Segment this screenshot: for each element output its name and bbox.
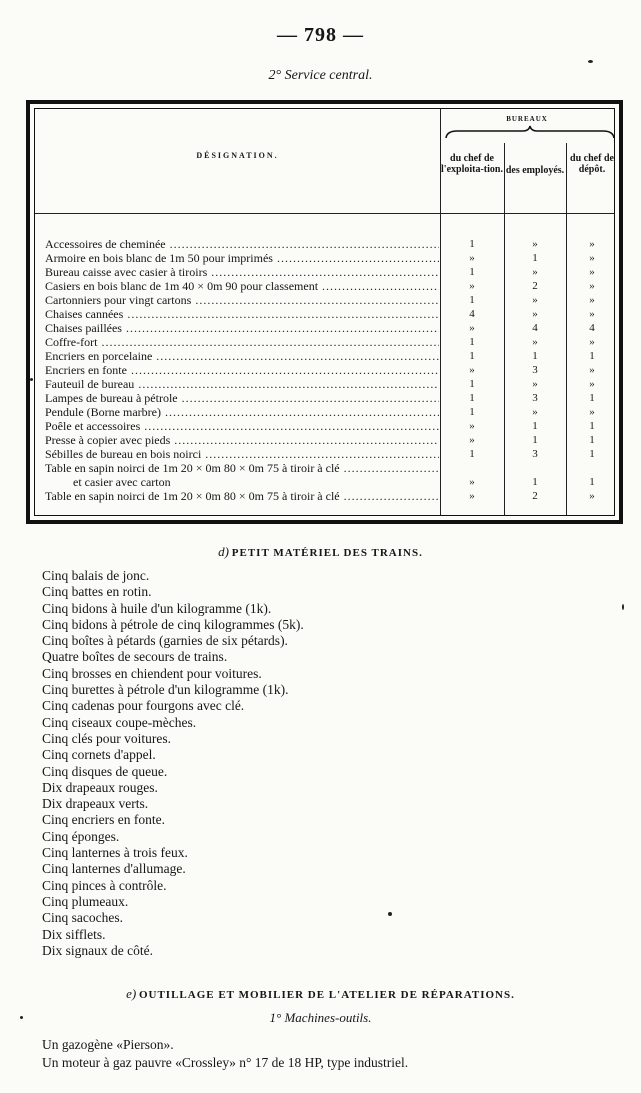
row-designation: Chaises cannées ..... bbox=[45, 307, 439, 321]
bureaux-group-header: BUREAUX bbox=[506, 115, 548, 123]
list-item: Dix sifflets. bbox=[42, 926, 106, 942]
section-letter: e) bbox=[126, 986, 137, 1001]
machine-item: Un moteur à gaz pauvre «Crossley» n° 17 de 18 HP, type industriel. bbox=[42, 1055, 409, 1070]
row-value-col2: » bbox=[532, 238, 538, 250]
row-value-col2: » bbox=[532, 308, 538, 320]
table-row bbox=[35, 349, 614, 363]
row-value-col1: 1 bbox=[469, 336, 475, 348]
list-item: Cinq brosses en chiendent pour voitures. bbox=[42, 665, 262, 681]
table-row bbox=[35, 251, 614, 265]
row-designation: Table en sapin noirci de 1m 20 × 0m 80 × 0m 75 à tiroir à clé ..... bbox=[45, 461, 439, 475]
row-designation: Encriers en porcelaine ..... bbox=[45, 349, 439, 363]
row-designation: Cartonniers pour vingt cartons ..... bbox=[45, 293, 439, 307]
list-item: Cinq éponges. bbox=[42, 828, 120, 844]
row-value-col1: 1 bbox=[469, 266, 475, 278]
machines-outils-heading: 1° Machines-outils. bbox=[269, 1010, 372, 1025]
list-item: Cinq clés pour voitures. bbox=[42, 730, 171, 746]
row-value-col3: » bbox=[589, 252, 595, 264]
row-value-col3: » bbox=[589, 266, 595, 278]
list-item: Cinq bidons à pétrole de cinq kilogrammes (5k). bbox=[42, 616, 304, 632]
row-value-col2: » bbox=[532, 378, 538, 390]
row-value-col3: » bbox=[589, 336, 595, 348]
row-value-col1: » bbox=[469, 420, 475, 432]
list-item: Cinq cadenas pour fourgons avec clé. bbox=[42, 698, 245, 714]
row-value-col3: 1 bbox=[589, 434, 595, 446]
row-designation: Presse à copier avec pieds ..... bbox=[45, 433, 439, 447]
table-row bbox=[35, 461, 614, 475]
outillage-heading bbox=[0, 986, 641, 1002]
row-designation: Chaises paillées ..... bbox=[45, 321, 439, 335]
row-designation: et casier avec carton bbox=[73, 475, 171, 489]
list-item: Cinq disques de queue. bbox=[42, 763, 168, 779]
section-letter: d) bbox=[218, 544, 230, 559]
list-item: Quatre boîtes de secours de trains. bbox=[42, 649, 228, 665]
scan-speck bbox=[588, 60, 593, 63]
scan-speck bbox=[30, 378, 33, 381]
designation-header: DÉSIGNATION. bbox=[196, 151, 279, 160]
table-row bbox=[35, 335, 614, 349]
row-designation: Pendule (Borne marbre) ..... bbox=[45, 405, 439, 419]
row-value-col1: 1 bbox=[469, 378, 475, 390]
row-value-col2: 2 bbox=[532, 280, 538, 292]
table-row bbox=[35, 293, 614, 307]
list-item: Cinq lanternes à trois feux. bbox=[42, 845, 188, 861]
row-designation: Fauteuil de bureau ..... bbox=[45, 377, 439, 391]
list-item: Dix signaux de côté. bbox=[42, 942, 153, 958]
row-value-col1: 1 bbox=[469, 392, 475, 404]
list-item: Cinq balais de jonc. bbox=[42, 568, 150, 583]
list-item: Cinq bidons à huile d'un kilogramme (1k). bbox=[42, 600, 272, 616]
row-value-col3: 1 bbox=[589, 350, 595, 362]
list-item: Cinq boîtes à pétards (garnies de six pétards). bbox=[42, 633, 288, 649]
row-designation: Accessoires de cheminée ..... bbox=[45, 237, 439, 251]
row-value-col1: » bbox=[469, 280, 475, 292]
scan-speck bbox=[20, 1016, 23, 1019]
row-value-col2: » bbox=[532, 336, 538, 348]
table-row bbox=[35, 447, 614, 461]
table-row bbox=[35, 419, 614, 433]
table-row bbox=[35, 489, 614, 503]
table-row bbox=[35, 363, 614, 377]
row-designation: Table en sapin noirci de 1m 20 × 0m 80 × 0m 75 à tiroir à clé ..... bbox=[45, 489, 439, 503]
table-body bbox=[35, 237, 614, 503]
table-row bbox=[35, 321, 614, 335]
table-inner-border bbox=[34, 108, 615, 516]
table-row bbox=[35, 279, 614, 293]
scan-speck bbox=[388, 912, 392, 916]
row-designation: Lampes de bureau à pétrole ..... bbox=[45, 391, 439, 405]
list-item: Dix drapeaux rouges. bbox=[42, 779, 158, 795]
list-item: Cinq pinces à contrôle. bbox=[42, 877, 167, 893]
column-header-chef-exploitation: du chef de l'exploita-tion. bbox=[441, 153, 503, 175]
row-designation: Sébilles de bureau en bois noirci ..... bbox=[45, 447, 439, 461]
row-value-col2: 1 bbox=[532, 350, 538, 362]
section-title: PETIT MATÉRIEL DES TRAINS. bbox=[231, 547, 423, 559]
furniture-table bbox=[26, 100, 623, 524]
row-designation: Coffre-fort ..... bbox=[45, 335, 439, 349]
row-value-col2: 3 bbox=[532, 364, 538, 376]
row-designation: Armoire en bois blanc de 1m 50 pour imprimés ..... bbox=[45, 251, 439, 265]
petit-materiel-list bbox=[42, 568, 612, 959]
list-item: Cinq plumeaux. bbox=[42, 893, 129, 909]
row-value-col3: » bbox=[589, 294, 595, 306]
row-value-col1: 1 bbox=[469, 350, 475, 362]
row-value-col3: » bbox=[589, 308, 595, 320]
column-header-chef-depot: du chef de dépôt. bbox=[570, 153, 614, 175]
row-value-col2: 3 bbox=[532, 392, 538, 404]
row-value-col1: » bbox=[469, 490, 475, 502]
row-value-col2: » bbox=[532, 294, 538, 306]
row-value-col3: » bbox=[589, 238, 595, 250]
row-designation: Casiers en bois blanc de 1m 40 × 0m 90 pour classement ..... bbox=[45, 279, 439, 293]
table-row bbox=[35, 405, 614, 419]
row-designation: Encriers en fonte ..... bbox=[45, 363, 439, 377]
row-value-col1: 4 bbox=[469, 308, 475, 320]
list-item: Cinq battes en rotin. bbox=[42, 584, 152, 600]
table-row bbox=[35, 475, 614, 489]
row-value-col2: 1 bbox=[532, 420, 538, 432]
brace-icon bbox=[445, 125, 615, 139]
table-row bbox=[35, 433, 614, 447]
machines-list bbox=[42, 1036, 408, 1072]
list-item: Cinq cornets d'appel. bbox=[42, 747, 156, 763]
table-row bbox=[35, 237, 614, 251]
section-heading: 2° Service central. bbox=[268, 68, 373, 83]
row-value-col3: 1 bbox=[589, 476, 595, 488]
row-value-col3: » bbox=[589, 364, 595, 376]
row-value-col2: 1 bbox=[532, 434, 538, 446]
row-designation: Bureau caisse avec casier à tiroirs ..... bbox=[45, 265, 439, 279]
list-item: Cinq ciseaux coupe-mèches. bbox=[42, 714, 197, 730]
row-value-col3: 4 bbox=[589, 322, 595, 334]
list-item: Cinq lanternes d'allumage. bbox=[42, 861, 186, 877]
row-value-col2: 4 bbox=[532, 322, 538, 334]
petit-materiel-heading bbox=[0, 544, 641, 560]
table-row bbox=[35, 391, 614, 405]
row-value-col3: » bbox=[589, 406, 595, 418]
list-item: Dix drapeaux verts. bbox=[42, 796, 149, 812]
row-value-col1: 1 bbox=[469, 238, 475, 250]
header-divider bbox=[35, 213, 614, 214]
row-value-col1: » bbox=[469, 476, 475, 488]
row-value-col3: » bbox=[589, 280, 595, 292]
list-item: Cinq burettes à pétrole d'un kilogramme (1k). bbox=[42, 682, 289, 698]
section-title: OUTILLAGE ET MOBILIER DE L'ATELIER DE RÉPARATIONS. bbox=[138, 989, 515, 1001]
list-item: Cinq encriers en fonte. bbox=[42, 812, 165, 828]
row-value-col3: 1 bbox=[589, 420, 595, 432]
table-row bbox=[35, 307, 614, 321]
machine-item: Un gazogène «Pierson». bbox=[42, 1037, 174, 1052]
row-designation: Poêle et accessoires ..... bbox=[45, 419, 439, 433]
column-header-employes: des employés. bbox=[505, 165, 565, 176]
row-value-col3: 1 bbox=[589, 392, 595, 404]
list-item: Cinq sacoches. bbox=[42, 910, 123, 926]
row-value-col1: » bbox=[469, 322, 475, 334]
row-value-col1: » bbox=[469, 434, 475, 446]
row-value-col1: 1 bbox=[469, 406, 475, 418]
table-row bbox=[35, 377, 614, 391]
row-value-col2: 3 bbox=[532, 448, 538, 460]
row-value-col2: 2 bbox=[532, 490, 538, 502]
row-value-col3: » bbox=[589, 490, 595, 502]
row-value-col3: 1 bbox=[589, 448, 595, 460]
row-value-col2: » bbox=[532, 406, 538, 418]
page-number: — 798 — bbox=[277, 24, 364, 46]
row-value-col3: » bbox=[589, 378, 595, 390]
row-value-col2: 1 bbox=[532, 252, 538, 264]
row-value-col1: 1 bbox=[469, 448, 475, 460]
row-value-col2: » bbox=[532, 266, 538, 278]
table-row bbox=[35, 265, 614, 279]
scan-speck bbox=[622, 604, 624, 610]
row-value-col1: » bbox=[469, 252, 475, 264]
row-value-col2: 1 bbox=[532, 476, 538, 488]
row-value-col1: 1 bbox=[469, 294, 475, 306]
row-value-col1: » bbox=[469, 364, 475, 376]
